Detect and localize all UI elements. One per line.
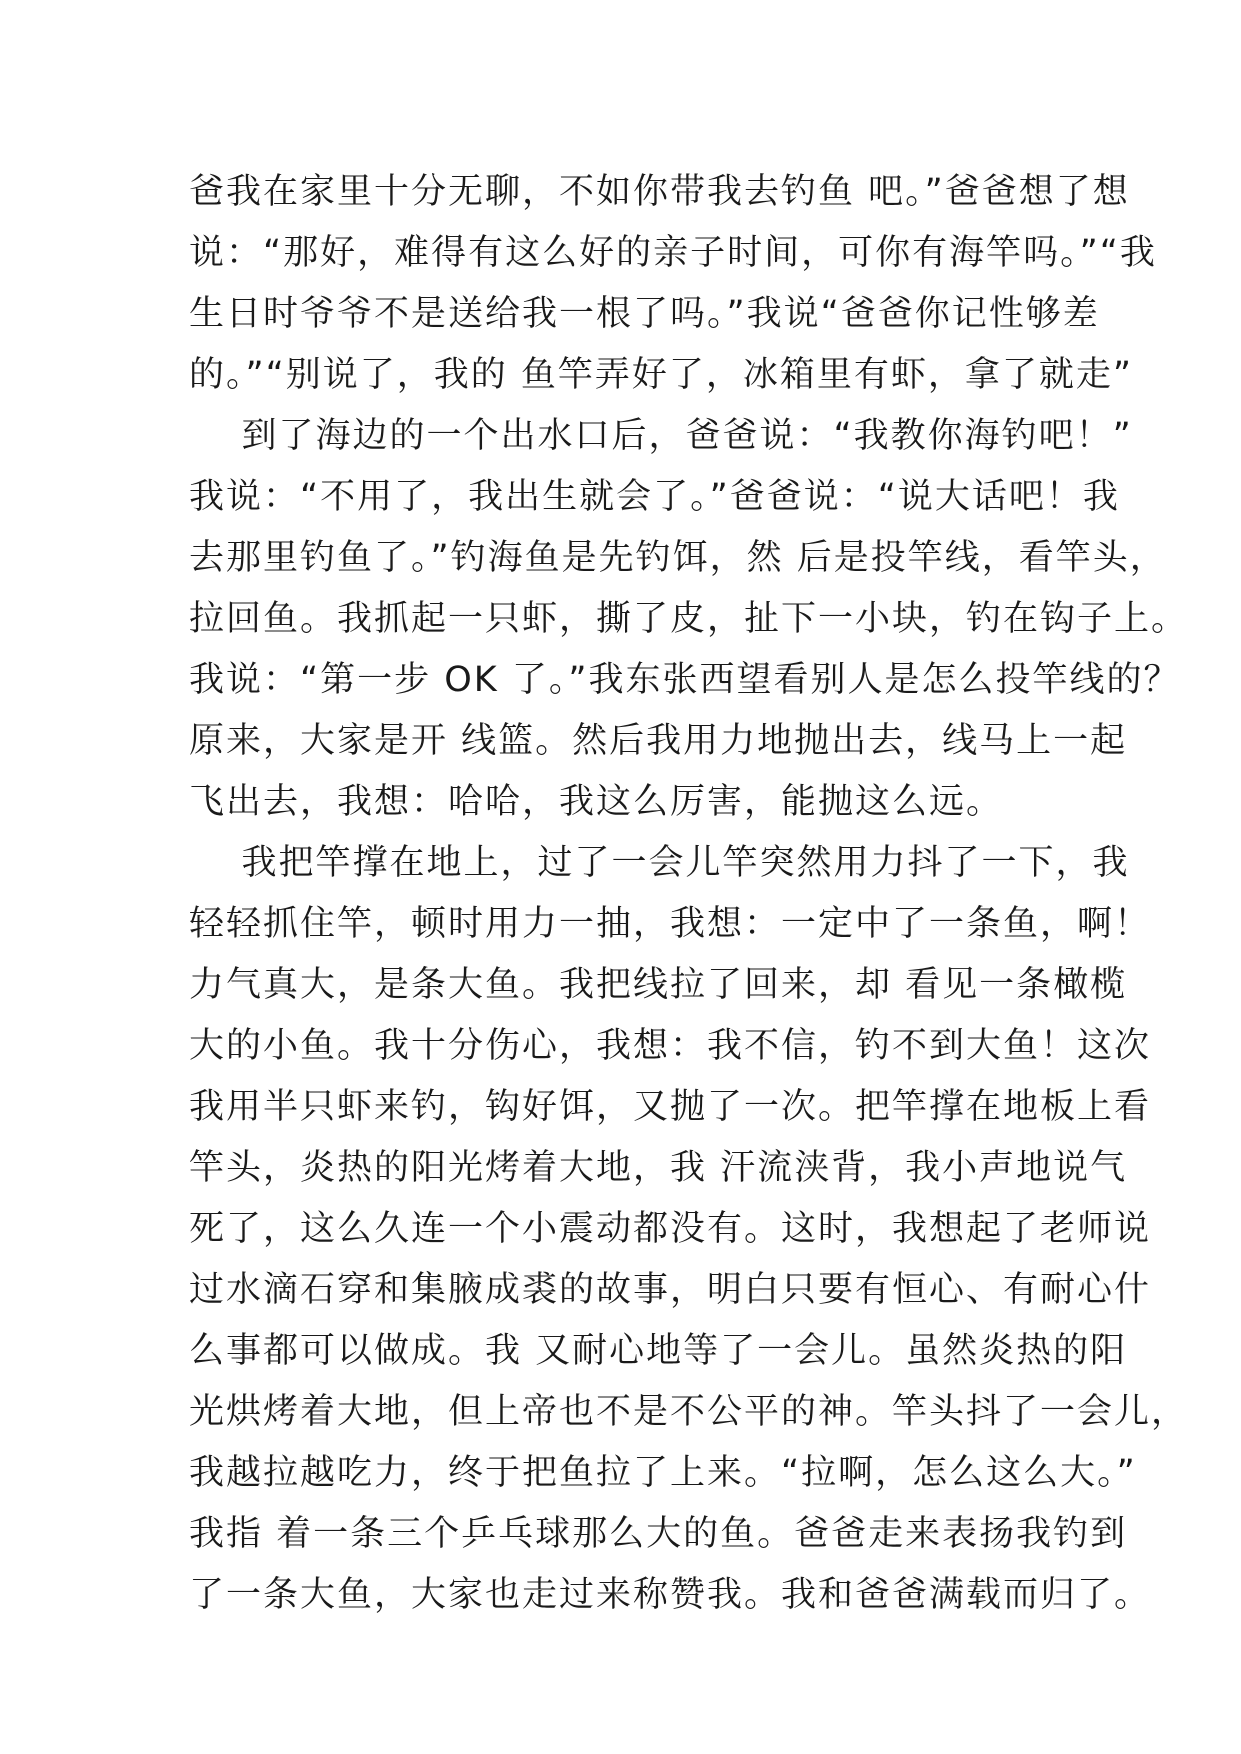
text-line: 我说：“不用了，我出生就会了。”爸爸说：“说大话吧！我 <box>189 477 1120 517</box>
text-line: 去那里钓鱼了。”钓海鱼是先钓饵，然 后是投竿线，看竿头， <box>189 538 1167 578</box>
text-line: 大的小鱼。我十分伤心，我想：我不信，钓不到大鱼！这次 <box>189 1026 1152 1066</box>
text-line: 原来，大家是开 线篮。然后我用力地抛出去，线马上一起 <box>189 721 1128 761</box>
text-line: 说：“那好，难得有这么好的亲子时间，可你有海竿吗。”“我 <box>189 233 1157 273</box>
text-line: 我指 着一条三个乒乓球那么大的鱼。爸爸走来表扬我钓到 <box>189 1514 1128 1554</box>
text-line: 我把竿撑在地上，过了一会儿竿突然用力抖了一下，我 <box>189 843 1130 883</box>
text-line: 我越拉越吃力，终于把鱼拉了上来。“拉啊，怎么这么大。” <box>189 1453 1137 1493</box>
text-line: 么事都可以做成。我 又耐心地等了一会儿。虽然炎热的阳 <box>189 1331 1128 1371</box>
text-line: 到了海边的一个出水口后，爸爸说：“我教你海钓吧！” <box>189 416 1133 456</box>
text-line: 竿头，炎热的阳光烤着大地，我 汗流浃背，我小声地说气 <box>189 1148 1128 1188</box>
text-line: 的。”“别说了，我的 鱼竿弄好了，冰箱里有虾，拿了就走” <box>189 355 1134 395</box>
text-line: 我说：“第一步 OK 了。”我东张西望看别人是怎么投竿线的？ <box>189 660 1181 700</box>
text-line: 光烘烤着大地，但上帝也不是不公平的神。竿头抖了一会儿， <box>189 1392 1189 1432</box>
body-text <box>189 162 1189 1626</box>
text-line: 飞出去，我想：哈哈，我这么厉害，能抛这么远。 <box>189 782 1004 822</box>
text-line: 生日时爷爷不是送给我一根了吗。”我说“爸爸你记性够差 <box>189 294 1100 334</box>
text-line: 死了，这么久连一个小震动都没有。这时，我想起了老师说 <box>189 1209 1152 1249</box>
text-line: 力气真大，是条大鱼。我把线拉了回来，却 看见一条橄榄 <box>189 965 1128 1005</box>
text-line: 过水滴石穿和集腋成裘的故事，明白只要有恒心、有耐心什 <box>189 1270 1152 1310</box>
text-line: 爸我在家里十分无聊，不如你带我去钓鱼 吧。”爸爸想了想 <box>189 172 1130 212</box>
text-line: 轻轻抓住竿，顿时用力一抽，我想：一定中了一条鱼，啊！ <box>189 904 1152 944</box>
text-line: 拉回鱼。我抓起一只虾，撕了皮，扯下一小块，钓在钩子上。 <box>189 599 1189 639</box>
text-line: 我用半只虾来钓，钩好饵，又抛了一次。把竿撑在地板上看 <box>189 1087 1152 1127</box>
text-line: 了一条大鱼，大家也走过来称赞我。我和爸爸满载而归了。 <box>189 1575 1152 1615</box>
